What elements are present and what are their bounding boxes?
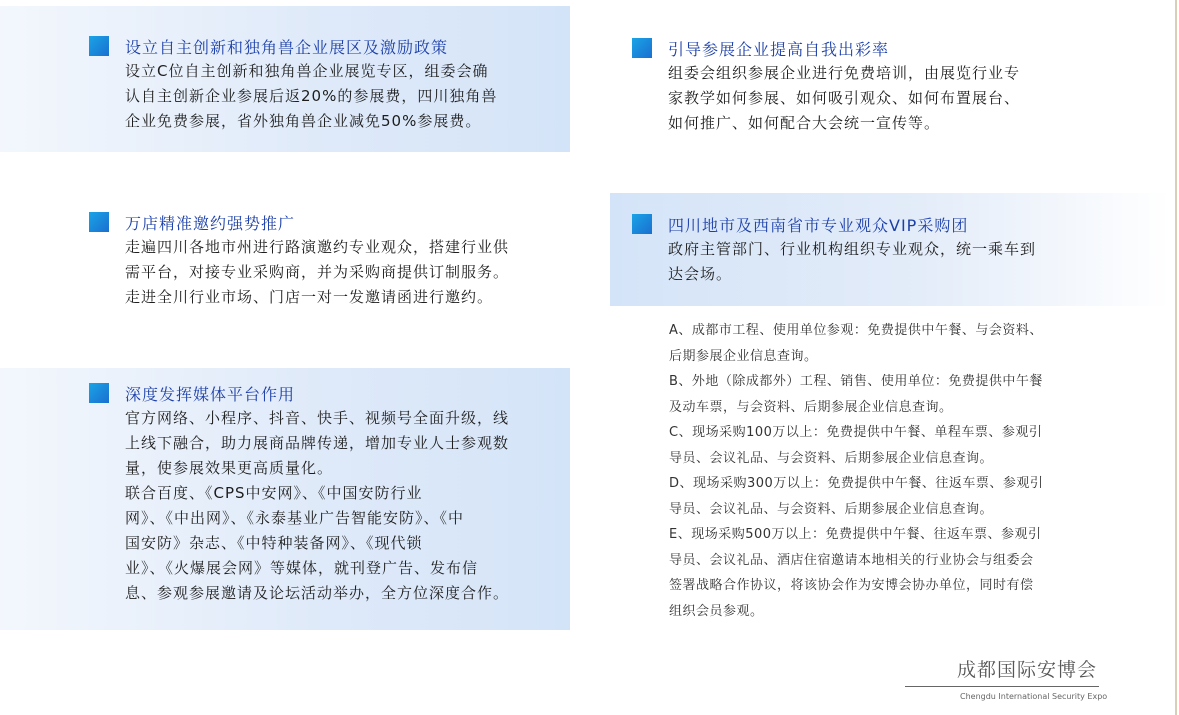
list-item: E、现场采购500万以上：免费提供中午餐、往返车票、参观引 (669, 527, 1042, 542)
list-item: 组织会员参观。 (669, 603, 764, 619)
body-line: 达会场。 (668, 265, 733, 283)
body-line: 官方网络、小程序、抖音、快手、视频号全面升级，线 (125, 409, 510, 427)
list-item: 签署战略合作协议，将该协会作为安博会协办单位，同时有偿 (669, 578, 1034, 593)
section-header (89, 380, 569, 406)
section-title: 引导参展企业提高自我出彩率 (668, 39, 890, 59)
section-media-platforms (89, 380, 569, 606)
list-item: 后期参展企业信息查询。 (669, 348, 818, 364)
section-store-outreach (89, 209, 579, 310)
body-line: 家教学如何参展、如何吸引观众、如何布置展台、 (668, 89, 1021, 107)
section-exhibitor-guidance (632, 35, 1102, 136)
body-line: 组委会组织参展企业进行免费培训，由展览行业专 (668, 64, 1021, 82)
body-line: 设立C位自主创新和独角兽企业展览专区，组委会确 (125, 62, 489, 80)
body-line: 网》、《中出网》、《永泰基业广告智能安防》、《中 (125, 509, 465, 527)
section-title: 四川地市及西南省市专业观众VIP采购团 (668, 215, 969, 235)
body-line: 上线下融合，助力展商品牌传递，增加专业人士参观数 (125, 434, 510, 452)
vip-benefits-list (669, 318, 1099, 624)
section-title: 万店精准邀约强势推广 (125, 213, 296, 233)
square-bullet-icon (89, 212, 109, 232)
section-title: 深度发挥媒体平台作用 (125, 384, 296, 404)
body-line: 认自主创新企业参展后返20%的参展费，四川独角兽 (125, 87, 498, 105)
list-item: 导员、会议礼品、与会资料、后期参展企业信息查询。 (669, 501, 994, 517)
body-line: 政府主管部门、行业机构组织专业观众，统一乘车到 (668, 240, 1037, 258)
section-body (668, 237, 1102, 287)
body-line: 企业免费参展，省外独角兽企业减免50%参展费。 (125, 112, 482, 130)
list-item: 及动车票，与会资料、后期参展企业信息查询。 (669, 399, 953, 415)
section-title: 设立自主创新和独角兽企业展区及激励政策 (125, 37, 449, 57)
square-bullet-icon (632, 38, 652, 58)
list-item: D、现场采购300万以上：免费提供中午餐、往返车票、参观引 (669, 476, 1044, 491)
body-line: 走遍四川各地市州进行路演邀约专业观众，搭建行业供 (125, 238, 510, 256)
section-body (125, 235, 579, 310)
body-line: 需平台，对接专业采购商，并为采购商提供订制服务。 (125, 263, 510, 281)
page-edge-rule (1175, 0, 1177, 715)
section-body (668, 61, 1102, 136)
footer-title: 成都国际安博会 (957, 659, 1098, 681)
body-line: 量，使参展效果更高质量化。 (125, 459, 334, 477)
footer-divider (905, 686, 1099, 687)
list-item: C、现场采购100万以上：免费提供中午餐、单程车票、参观引 (669, 425, 1043, 440)
list-item: B、外地（除成都外）工程、销售、使用单位：免费提供中午餐 (669, 374, 1043, 389)
body-line: 息、参观参展邀请及论坛活动举办，全方位深度合作。 (125, 584, 510, 602)
body-line: 走进全川行业市场、门店一对一发邀请函进行邀约。 (125, 288, 494, 306)
body-line: 联合百度、《CPS中安网》、《中国安防行业 (125, 484, 423, 502)
section-body (125, 406, 569, 606)
section-header (632, 211, 1102, 237)
square-bullet-icon (89, 383, 109, 403)
section-header (632, 35, 1102, 61)
section-body (125, 59, 569, 134)
section-innovation-zone (89, 33, 569, 134)
footer-subtitle: Chengdu International Security Expo (960, 692, 1108, 701)
section-header (89, 33, 569, 59)
body-line: 业》、《火爆展会网》等媒体，就刊登广告、发布信 (125, 559, 479, 577)
list-item: 导员、会议礼品、酒店住宿邀请本地相关的行业协会与组委会 (669, 552, 1034, 568)
list-item: A、成都市工程、使用单位参观：免费提供中午餐、与会资料、 (669, 323, 1043, 338)
list-item: 导员、会议礼品、与会资料、后期参展企业信息查询。 (669, 450, 994, 466)
square-bullet-icon (89, 36, 109, 56)
body-line: 国安防》杂志、《中特种装备网》、《现代锁 (125, 534, 423, 552)
square-bullet-icon (632, 214, 652, 234)
section-header (89, 209, 579, 235)
section-vip-buyers (632, 211, 1102, 287)
body-line: 如何推广、如何配合大会统一宣传等。 (668, 114, 941, 132)
